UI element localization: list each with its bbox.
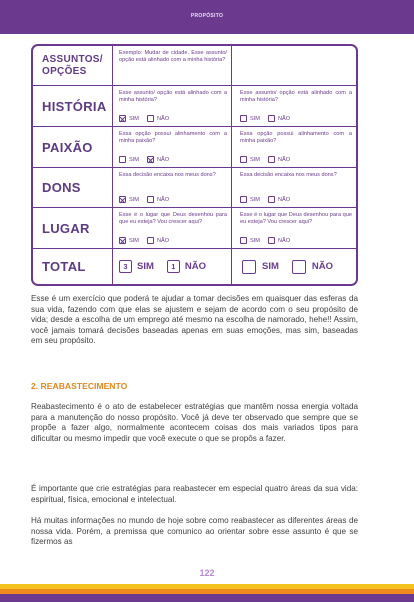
- yes-no-options: [240, 115, 298, 122]
- total-option-2: [232, 249, 356, 284]
- nao-checkbox[interactable]: [147, 156, 154, 163]
- nao-label: NÃO: [277, 156, 291, 163]
- cell-option-1: [113, 208, 232, 248]
- total-sim-label: SIM: [137, 261, 154, 272]
- cell-question: Esse assunto/ opção está alinhado com a minha história?: [119, 90, 227, 103]
- yes-no-options: [119, 196, 177, 203]
- paragraph-estrategias: É importante que crie estratégias para reabastecer em especial quatro áreas da sua vida: espiritual, física, emocional e intelectual.: [31, 484, 358, 504]
- sim-checkbox[interactable]: [119, 237, 126, 244]
- total-nao-label: NÃO: [184, 261, 207, 272]
- row-label-assuntos: ASSUNTOS/ OPÇÕES: [33, 46, 113, 85]
- paragraph-informacoes: Há muitas informações no mundo de hoje sobre como reabastecer as diferentes áreas de nossa vida. Porém, a premissa que comunico ao orientar sobre esse assunto é que se fizermos as: [31, 516, 358, 547]
- paragraph-reabastecimento: Reabastecimento é o ato de estabelecer estratégias que mantêm nossa energia voltada para a manutenção do nosso propósito. Você já deve ter observado que sempre que se propõe a fazer algo, normalmente acontecem coisas dos mais variados tipos para dificultar ou mesmo impedir que você execute o que se propôs a fazer.: [31, 402, 358, 443]
- decision-table: [31, 44, 358, 286]
- nao-checkbox[interactable]: [268, 196, 275, 203]
- cell-option-1: [113, 127, 232, 167]
- cell-question: Essa opção possui alinhamento com a minha paixão?: [240, 131, 352, 144]
- sim-checkbox[interactable]: [240, 196, 247, 203]
- yes-no-options: [119, 237, 177, 244]
- sim-checkbox[interactable]: [119, 156, 126, 163]
- row-label-total: TOTAL: [33, 249, 113, 284]
- cell-option-2: [232, 86, 356, 126]
- nao-label: NÃO: [156, 156, 170, 163]
- yes-no-options: [240, 156, 298, 163]
- nao-label: NÃO: [156, 237, 170, 244]
- cell-option-2: [232, 46, 356, 85]
- sim-label: SIM: [129, 115, 139, 122]
- nao-checkbox[interactable]: [268, 237, 275, 244]
- nao-checkbox[interactable]: [268, 115, 275, 122]
- sim-checkbox[interactable]: [240, 115, 247, 122]
- sim-label: SIM: [250, 196, 260, 203]
- nao-count-box[interactable]: [292, 260, 306, 274]
- row-label-lugar: LUGAR: [33, 208, 113, 248]
- table-row: [33, 208, 356, 249]
- yes-no-options: [240, 196, 298, 203]
- cell-question: Esse assunto/ opção está alinhado com a minha história?: [240, 90, 352, 103]
- cell-question: Esse é o lugar que Deus desenhou para que eu esteja? Vou crescer aqui?: [119, 212, 227, 225]
- footer-stripe-purple: [0, 594, 414, 602]
- nao-checkbox[interactable]: [147, 237, 154, 244]
- nao-label: NÃO: [277, 196, 291, 203]
- sim-label: SIM: [250, 156, 260, 163]
- cell-question: Esse é o lugar que Deus desenhou para que eu esteja? Vou crescer aqui?: [240, 212, 352, 225]
- cell-option-1: [113, 86, 232, 126]
- nao-checkbox[interactable]: [268, 156, 275, 163]
- cell-option-2: [232, 127, 356, 167]
- yes-no-options: [119, 156, 177, 163]
- total-option-1: [113, 249, 232, 284]
- section-heading: 2. REABASTECIMENTO: [31, 381, 128, 391]
- row-label-historia: HISTÓRIA: [33, 86, 113, 126]
- total-counts: [242, 249, 333, 284]
- total-sim-label: SIM: [262, 261, 279, 272]
- table-row: [33, 168, 356, 208]
- cell-option-2: [232, 208, 356, 248]
- sim-label: SIM: [129, 156, 139, 163]
- row-label-paixao: PAIXÃO: [33, 127, 113, 167]
- header-title: PROPÓSITO: [190, 13, 224, 19]
- cell-option-2: [232, 168, 356, 207]
- cell-question: Essa decisão encaixa nos meus dons?: [240, 172, 337, 178]
- cell-option-1: [113, 168, 232, 207]
- sim-label: SIM: [250, 115, 260, 122]
- yes-no-options: [119, 115, 177, 122]
- sim-label: SIM: [250, 237, 260, 244]
- yes-no-options: [240, 237, 298, 244]
- cell-question: Exemplo: Mudar de cidade. Esse assunto/ opção está alinhado com a minha história?: [119, 50, 227, 63]
- header-bar: [0, 0, 414, 34]
- nao-label: NÃO: [156, 196, 170, 203]
- cell-option-1: [113, 46, 232, 85]
- sim-checkbox[interactable]: [119, 115, 126, 122]
- sim-count-box[interactable]: [242, 260, 256, 274]
- row-label-dons: DONS: [33, 168, 113, 207]
- nao-checkbox[interactable]: [147, 115, 154, 122]
- sim-count-box[interactable]: 3: [119, 260, 132, 273]
- nao-label: NÃO: [277, 115, 291, 122]
- cell-question: Essa opção possui alinhamento com a minha paixão?: [119, 131, 227, 144]
- total-counts: [119, 249, 206, 284]
- nao-checkbox[interactable]: [147, 196, 154, 203]
- cell-question: Essa decisão encaixa nos meus dons?: [119, 172, 216, 178]
- sim-checkbox[interactable]: [119, 196, 126, 203]
- paragraph-exercise: Esse é um exercício que poderá te ajudar a tomar decisões em quaisquer das esferas da sua vida, fazendo com que elas se ajustem e sejam de acordo com o seu propósito de vida; desde a escolha de um emprego até mesmo na escolha de namorado, hehe!! Assim, você jamais tomará decisões baseadas apenas em suas emoções, mas sim, baseadas em seu propósito.: [31, 294, 358, 346]
- table-row: [33, 127, 356, 168]
- sim-label: SIM: [129, 237, 139, 244]
- table-row: [33, 86, 356, 127]
- page-number: 122: [199, 568, 215, 578]
- nao-label: NÃO: [277, 237, 291, 244]
- nao-count-box[interactable]: 1: [167, 260, 180, 273]
- sim-label: SIM: [129, 196, 139, 203]
- nao-label: NÃO: [156, 115, 170, 122]
- total-nao-label: NÃO: [311, 261, 334, 272]
- table-row-total: [33, 249, 356, 284]
- table-row: [33, 46, 356, 86]
- sim-checkbox[interactable]: [240, 156, 247, 163]
- sim-checkbox[interactable]: [240, 237, 247, 244]
